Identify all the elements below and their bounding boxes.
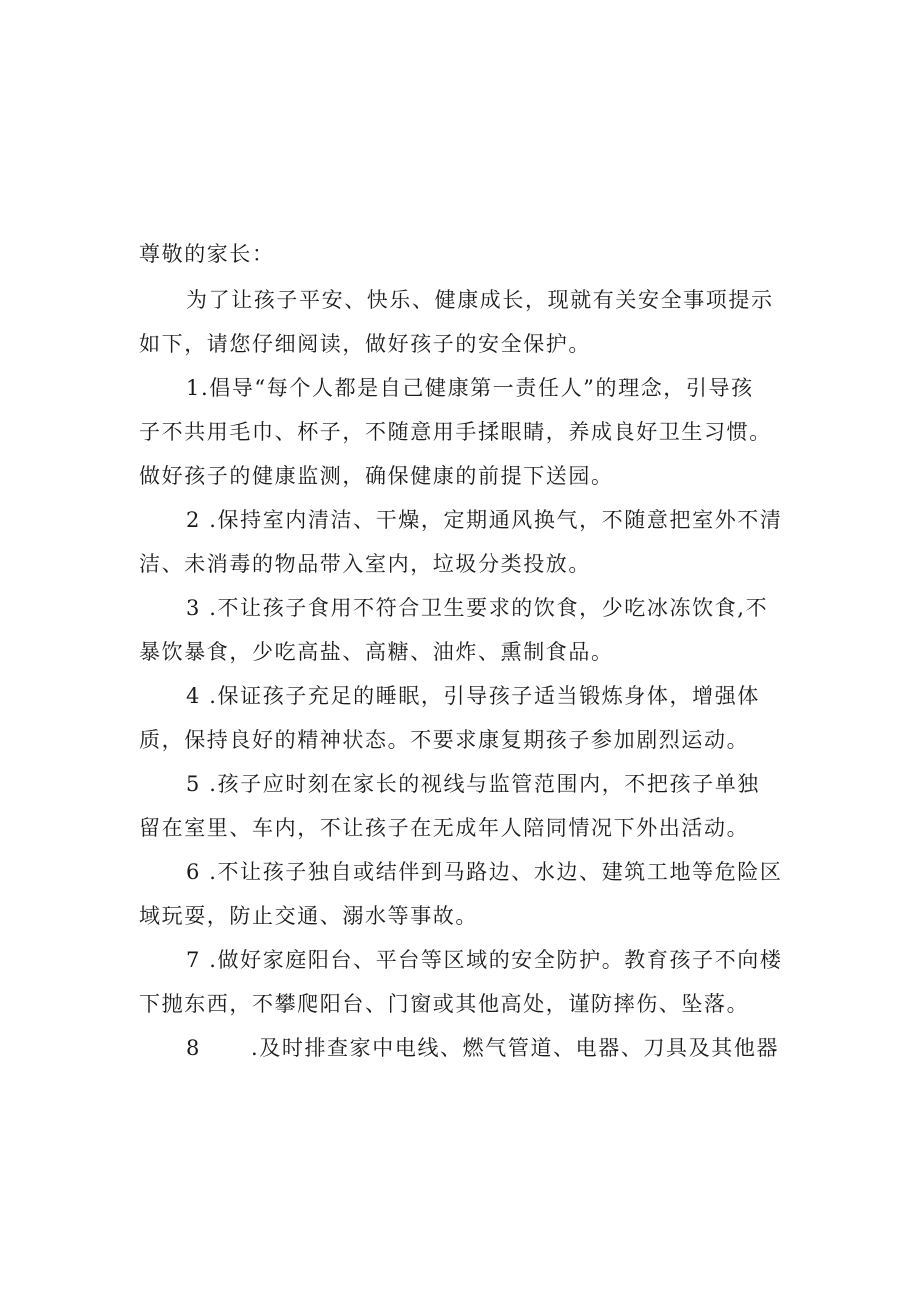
- item-1-line-3: 做好孩子的健康监测，确保健康的前提下送园。: [139, 464, 614, 488]
- item-5-line-2: 留在室里、车内，不让孩子在无成年人陪同情况下外出活动。: [139, 816, 750, 840]
- salutation: 尊敬的家长：: [139, 242, 275, 266]
- item-3-line-1: 3 .不让孩子食用不符合卫生要求的饮食，少吃冰冻饮食,不: [186, 596, 769, 620]
- intro-line-1: 为了让孩子平安、快乐、健康成长，现就有关安全事项提示: [186, 288, 774, 312]
- item-6-line-2: 域玩耍，防止交通、溺水等事故。: [139, 904, 478, 928]
- item-6-line-1: 6 .不让孩子独自或结伴到马路边、水边、建筑工地等危险区: [186, 860, 783, 884]
- item-8-line-1: [186, 1033, 779, 1063]
- item-8-number: 8: [186, 1036, 201, 1060]
- item-1-line-1: 1.倡导“每个人都是自己健康第一责任人”的理念，引导孩: [186, 376, 754, 400]
- item-2-line-2: 洁、未消毒的物品带入室内，垃圾分类投放。: [139, 552, 591, 576]
- item-7-line-1: 7 .做好家庭阳台、平台等区域的安全防护。教育孩子不向楼: [186, 948, 783, 972]
- item-1-line-2: 子不共用毛巾、杯子，不随意用手揉眼睛，养成良好卫生习惯。: [139, 420, 772, 444]
- item-2-line-1: 2 .保持室内清洁、干燥，定期通风换气，不随意把室外不清: [186, 508, 783, 532]
- item-4-line-2: 质，保持良好的精神状态。不要求康复期孩子参加剧烈运动。: [139, 728, 750, 752]
- intro-line-2: 如下，请您仔细阅读，做好孩子的安全保护。: [139, 332, 591, 356]
- item-3-line-2: 暴饮暴食，少吃高盐、高糖、油炸、熏制食品。: [139, 640, 614, 664]
- item-4-line-1: 4 .保证孩子充足的睡眠，引导孩子适当锻炼身体，增强体: [186, 684, 760, 708]
- item-8-text: .及时排查家中电线、燃气管道、电器、刀具及其他器: [250, 1036, 780, 1060]
- item-5-line-1: 5 .孩子应时刻在家长的视线与监管范围内，不把孩子单独: [186, 772, 760, 796]
- item-7-line-2: 下抛东西，不攀爬阳台、门窗或其他高处，谨防摔伤、坠落。: [139, 992, 750, 1016]
